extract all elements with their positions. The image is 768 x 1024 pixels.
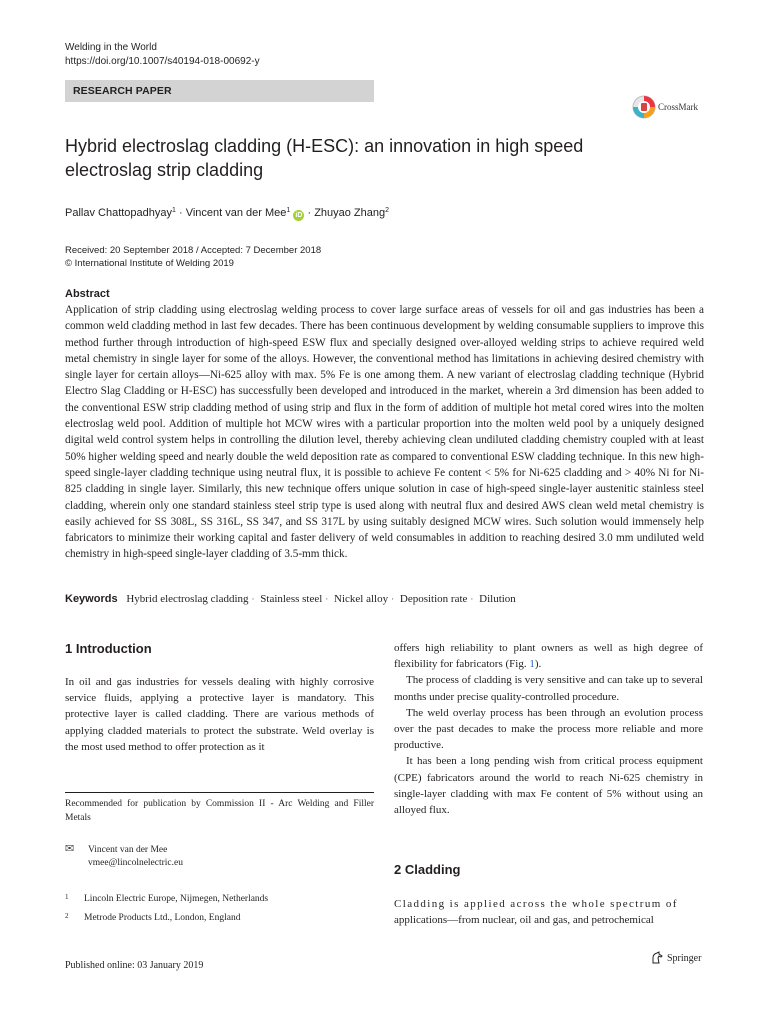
affiliation-text: Metrode Products Ltd., London, England (84, 913, 241, 923)
section-heading-introduction: 1 Introduction (65, 641, 152, 656)
author-separator: · (178, 207, 183, 219)
article-type-label: RESEARCH PAPER (73, 85, 172, 97)
recommendation-note: Recommended for publication by Commission II - Arc Welding and Filler Metals (65, 799, 374, 823)
corresponding-author-name: Vincent van der Mee (88, 845, 168, 855)
keyword: Hybrid electroslag cladding (126, 593, 249, 605)
springer-logo (650, 951, 701, 965)
published-date: Published online: 03 January 2019 (65, 960, 204, 971)
footnote-divider (65, 792, 374, 793)
author-separator: · (307, 207, 312, 219)
keywords-label: Keywords (65, 593, 118, 605)
article-type-badge (65, 80, 374, 102)
section-heading-cladding: 2 Cladding (394, 862, 461, 877)
keyword: Deposition rate (399, 593, 468, 605)
crossmark-badge[interactable] (632, 94, 698, 120)
envelope-icon: ✉ (65, 843, 75, 855)
keyword: Stainless steel (260, 593, 323, 605)
author-name[interactable]: Vincent van der Mee (185, 207, 287, 219)
copyright-holder: International Institute of Welding 2019 (74, 258, 234, 269)
keywords: Keywords Hybrid electroslag cladding · Stainless steel · Nickel alloy · Deposition rate · Dilution (65, 593, 516, 605)
article-title: Hybrid electroslag cladding (H-ESC): an innovation in high speed electroslag strip cladding (65, 136, 584, 180)
paragraph: The process of cladding is very sensitive and can take up to several months under precise quality-controlled procedure. (394, 674, 703, 703)
keyword: Dilution (479, 593, 516, 605)
author-name[interactable]: Zhuyao Zhang (314, 207, 386, 219)
publisher-name: Springer (667, 952, 702, 964)
paragraph: The weld overlay process has been through an evolution process over the past decades to make the process more reliable and more productive. (394, 706, 703, 752)
corresponding-author-email[interactable]: vmee@lincolnelectric.eu (88, 858, 183, 868)
doi-link[interactable]: https://doi.org/10.1007/s40194-018-00692-y (65, 56, 260, 67)
affiliation-ref: 2 (385, 207, 390, 214)
affiliation-text: Lincoln Electric Europe, Nijmegen, Netherlands (84, 894, 269, 904)
keyword: Nickel alloy (334, 593, 389, 605)
springer-horse-icon (650, 951, 664, 965)
cladding-line: applications—from nuclear, oil and gas, and petrochemical (394, 914, 654, 927)
abstract-text: Application of strip cladding using electroslag welding process to cover large surface areas of vessels for oil and gas industries has been a common weld cladding method in last few decades. There has been continuous development by welding consumable suppliers to improve this method further through introduction of high-speed ESW flux and specially designed over-alloyed welding strips to achieve required weld metal chemistry in single layer for some of the alloys. However, the conventional method has limitations in achieving desired chemistry with single layer for certain alloys—Ni-625 alloy with max. 5% Fe is one among them. A new variant of electroslag cladding technique (Hybrid Electro Slag Cladding or H-ESC) has successfully been developed and introduced in the market, wherein a 3rd dimension has been added to the conventional ESW strip cladding method of using strip and flux in the form of addition of multiple hot metal cored wires into the molten electroslag weld pool. Addition of multiple hot MCW wires with a particular proportion into the molten weld pool by a uniquely designed digital weld control system helps in controlling the dilution level, thereby achieving clean undiluted cladding chemistry coupled with at least 50% higher welding speed and nearly double the weld deposition rate as compared to conventional ESW cladding technique. In this new high-speed single-layer cladding technique using neutral flux, it is possible to achieve Fe content < 5% for Ni-625 cladding and > 40% Ni for Ni-825 cladding in single layer. Similarly, this new technique offers unique solution in case of high-speed single-layer austenitic stainless steel cladding, wherein only one standard stainless steel strip type is used along with neutral flux and desired AWS clean weld metal chemistry is easily achieved for SS 308L, SS 316L, SS 347, and SS 317L by using suitably designed MCW wires. Such solution would immensely help fabricators to minimize their working capital and faster delivery of weld consumables in addition to reaching desired 3.0 mm undiluted weld chemistry in high-speed single-layer cladding of 3.5-mm thick. (65, 304, 704, 561)
paragraph: offers high reliability to plant owners as well as high degree of flexibility for fabricators (Fig. 1). (394, 642, 703, 671)
affiliation-number: 2 (65, 912, 69, 920)
figure-link[interactable]: 1 (529, 658, 535, 671)
orcid-icon[interactable]: iD (295, 212, 303, 219)
author-list (65, 203, 389, 221)
crossmark-label: CrossMark (658, 102, 698, 112)
affiliation-ref: 1 (172, 207, 176, 214)
paragraph: It has been a long pending wish from critical process equipment (CPE) fabricators around the world to reach Ni-625 chemistry in single-layer cladding with max Fe content of 5% without using an alloyed flux. (394, 755, 703, 817)
journal-name: Welding in the World (65, 42, 157, 53)
cladding-line: Cladding is applied across the whole spectrum of (394, 898, 678, 910)
copyright-line (65, 257, 234, 270)
copyright-icon: © (65, 258, 72, 269)
author-name[interactable]: Pallav Chattopadhyay (65, 207, 173, 219)
article-dates: Received: 20 September 2018 / Accepted: 7 December 2018 (65, 245, 322, 256)
cladding-paragraph (394, 896, 703, 928)
right-column (394, 640, 703, 818)
crossmark-icon (632, 95, 656, 119)
affiliation-number: 1 (65, 893, 69, 901)
abstract-heading: Abstract (65, 288, 110, 300)
intro-paragraph: In oil and gas industries for vessels dealing with highly corrosive service fluids, applying a protective layer is mandatory. This protective layer is called cladding. There are various methods of applying cladded materials to protect the substrate. Weld overlay is the most used method to offer protection as it (65, 676, 374, 753)
affiliation-ref: 1 (286, 207, 291, 214)
